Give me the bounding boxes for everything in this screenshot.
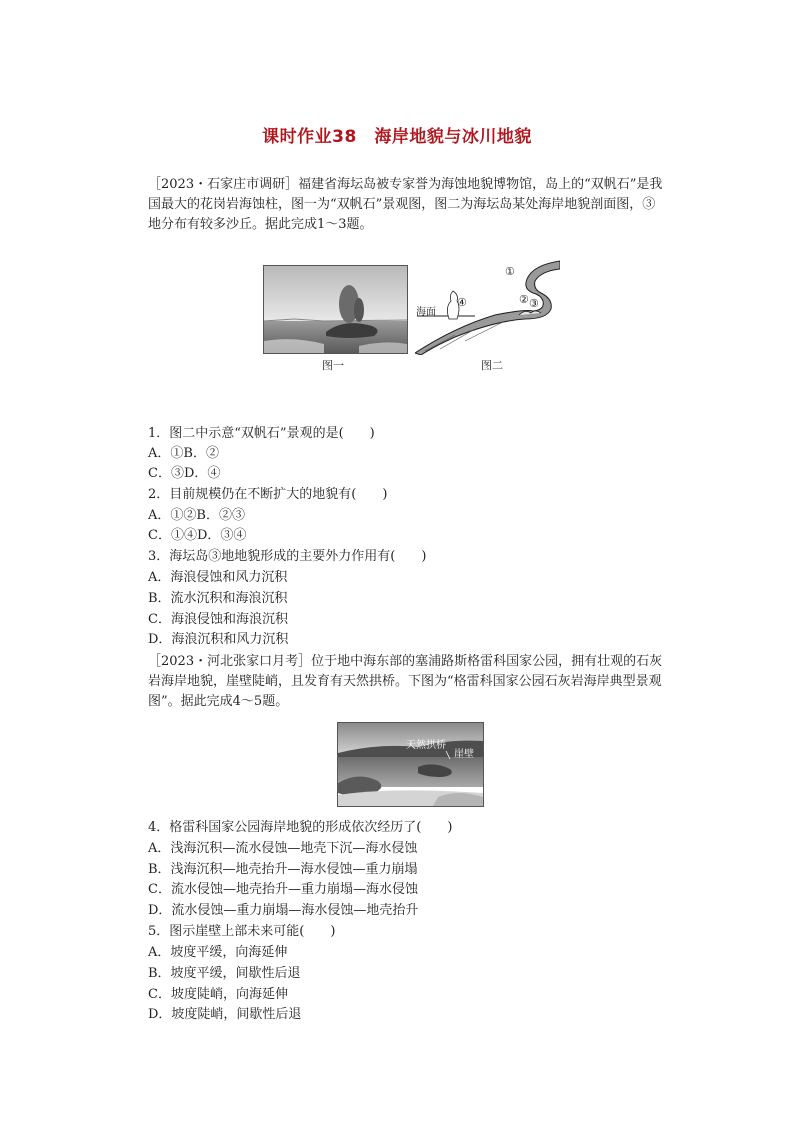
sea-label: 海面 — [416, 307, 436, 318]
option-line: B．坡度平缓，间歇性后退 — [148, 966, 301, 981]
intro-paragraph-1: ［2023・石家庄市调研］福建省海坛岛被专家誉为海蚀地貌博物馆，岛上的“双帆石”是我国最大的花岗岩海蚀柱，图一为“双帆石”景观图，图二为海坛岛某处海岸地貌剖面图，③地分布有较多沙丘。据此完成1～3题。 — [148, 177, 663, 232]
option-line: C．③D．④ — [148, 466, 221, 481]
figure2-diagram — [415, 255, 560, 355]
figure1-photo — [263, 265, 408, 354]
intro-paragraph-2: ［2023・河北张家口月考］位于地中海东部的塞浦路斯格雷科国家公园，拥有壮观的石灰岩海岸地貌，崖壁陡峭，且发育有天然拱桥。下图为“格雷科国家公园石灰岩海岸典型景观图”。据此完成4～5题。 — [148, 654, 663, 709]
arch-label: 天然拱桥 — [406, 740, 446, 751]
marker-3: ③ — [529, 297, 539, 310]
marker-1: ① — [505, 265, 515, 278]
option-line: A．①B．② — [148, 446, 219, 461]
option-line: A．浅海沉积—流水侵蚀—地壳下沉—海水侵蚀 — [148, 841, 418, 856]
option-line: D．坡度陡峭，间歇性后退 — [148, 1007, 302, 1022]
option-line: A．坡度平缓，向海延伸 — [148, 945, 288, 960]
marker-4: ④ — [457, 296, 467, 309]
marker-2: ② — [519, 293, 529, 306]
option-line: A．①②B．②③ — [148, 508, 245, 523]
option-line: B．流水沉积和海浪沉积 — [148, 591, 288, 606]
option-line: C．①④D．③④ — [148, 528, 247, 543]
question-line: 1．图二中示意“双帆石”景观的是( ) — [148, 426, 375, 441]
figure3-photo — [337, 722, 484, 807]
option-line: D．流水侵蚀—重力崩塌—海水侵蚀—地壳抬升 — [148, 903, 419, 918]
option-line: C．坡度陡峭，向海延伸 — [148, 987, 288, 1002]
option-line: B．浅海沉积—地壳抬升—海水侵蚀—重力崩塌 — [148, 862, 418, 877]
page-title: 课时作业38 海岸地貌与冰川地貌 — [262, 127, 532, 147]
figure1-caption: 图一 — [322, 359, 344, 372]
option-line: A．海浪侵蚀和风力沉积 — [148, 570, 288, 585]
question-line: 3．海坛岛③地地貌形成的主要外力作用有( ) — [148, 549, 427, 564]
figure2-caption: 图二 — [481, 359, 503, 372]
question-line: 4．格雷科国家公园海岸地貌的形成依次经历了( ) — [148, 820, 453, 835]
option-line: C．海浪侵蚀和海浪沉积 — [148, 612, 288, 627]
cliff-label: 崖壁 — [454, 749, 474, 760]
question-line: 2．目前规模仍在不断扩大的地貌有( ) — [148, 487, 388, 502]
option-line: C．流水侵蚀—地壳抬升—重力崩塌—海水侵蚀 — [148, 882, 418, 897]
question-line: 5．图示崖壁上部未来可能( ) — [148, 924, 336, 939]
option-line: D．海浪沉积和风力沉积 — [148, 632, 289, 647]
